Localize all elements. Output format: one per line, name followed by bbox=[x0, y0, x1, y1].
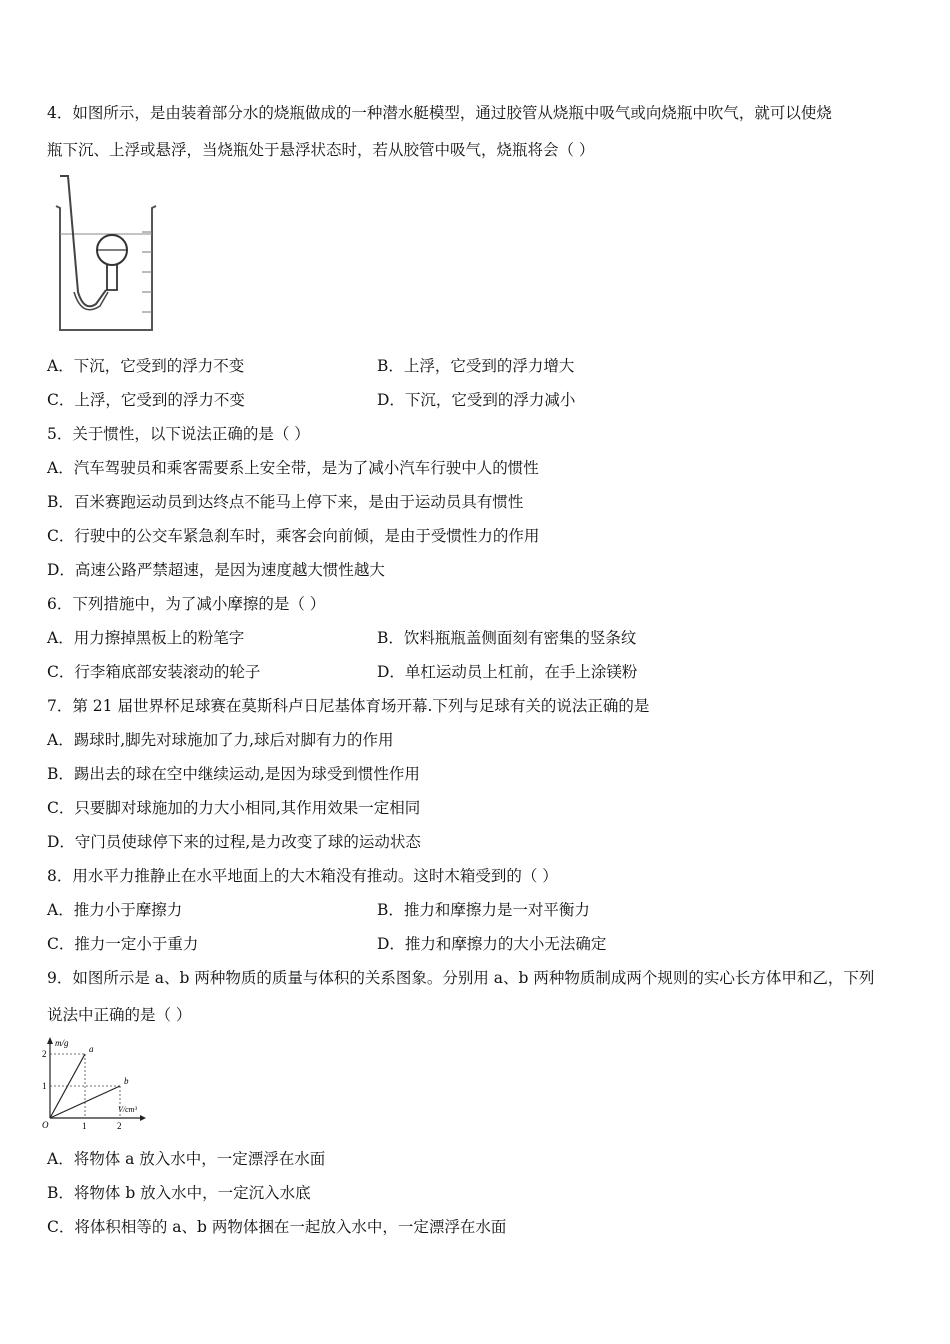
q9-stem-line2: 说法中正确的是（ ） bbox=[47, 1006, 192, 1024]
q6-option-c[interactable]: C．行李箱底部安装滚动的轮子 bbox=[47, 663, 261, 681]
q8-option-a[interactable]: A．推力小于摩擦力 bbox=[47, 901, 183, 919]
q8-option-d[interactable]: D．推力和摩擦力的大小无法确定 bbox=[377, 935, 607, 953]
q8-stem: 8．用水平力推静止在水平地面上的大木箱没有推动。这时木箱受到的（ ） bbox=[47, 867, 558, 885]
q7-stem: 7．第 21 届世界杯足球赛在莫斯科卢日尼基体育场开幕.下列与足球有关的说法正确的是 bbox=[47, 697, 650, 715]
y-axis-arrow bbox=[47, 1037, 53, 1044]
q9-stem-line1: 9．如图所示是 a、b 两种物质的质量与体积的关系图象。分别用 a、b 两种物质制成两个规则的实心长方体甲和乙，下列 bbox=[47, 969, 875, 987]
beaker-graduations bbox=[142, 232, 152, 312]
q6-stem: 6．下列措施中，为了减小摩擦的是（ ） bbox=[47, 595, 326, 613]
q5-stem: 5．关于惯性，以下说法正确的是（ ） bbox=[47, 425, 310, 443]
q7-option-d[interactable]: D．守门员使球停下来的过程,是力改变了球的运动状态 bbox=[47, 833, 421, 851]
q5-option-b[interactable]: B．百米赛跑运动员到达终点不能马上停下来，是由于运动员具有惯性 bbox=[47, 493, 524, 511]
q6-option-a[interactable]: A．用力擦掉黑板上的粉笔字 bbox=[47, 629, 245, 647]
q4-option-b[interactable]: B．上浮，它受到的浮力增大 bbox=[377, 357, 575, 375]
q4-stem-line2: 瓶下沉、上浮或悬浮，当烧瓶处于悬浮状态时，若从胶管中吸气，烧瓶将会（ ） bbox=[47, 141, 595, 159]
q4-option-c[interactable]: C．上浮，它受到的浮力不变 bbox=[47, 391, 245, 409]
q7-option-c[interactable]: C．只要脚对球施加的力大小相同,其作用效果一定相同 bbox=[47, 799, 421, 817]
q5-option-a[interactable]: A．汽车驾驶员和乘客需要系上安全带，是为了减小汽车行驶中人的惯性 bbox=[47, 459, 539, 477]
x-tick-label: 2 bbox=[117, 1121, 122, 1131]
q8-option-b[interactable]: B．推力和摩擦力是一对平衡力 bbox=[377, 901, 590, 919]
q4-stem-line1: 4．如图所示，是由装着部分水的烧瓶做成的一种潜水艇模型，通过胶管从烧瓶中吸气或向烧瓶中吹气，就可以使烧 bbox=[47, 104, 832, 122]
x-tick-label: 1 bbox=[82, 1121, 87, 1131]
beaker bbox=[56, 206, 156, 330]
y-axis-label: m/g bbox=[55, 1038, 69, 1048]
q5-option-c[interactable]: C．行驶中的公交车紧急刹车时，乘客会向前倾，是由于受惯性力的作用 bbox=[47, 527, 540, 545]
mass-volume-graph bbox=[40, 1034, 152, 1132]
q4-option-d[interactable]: D．下沉，它受到的浮力减小 bbox=[377, 391, 576, 409]
series-label-b: b bbox=[124, 1076, 129, 1086]
q9-option-c[interactable]: C．将体积相等的 a、b 两物体捆在一起放入水中，一定漂浮在水面 bbox=[47, 1218, 507, 1236]
y-tick-label: 1 bbox=[42, 1081, 47, 1091]
submarine-model-figure bbox=[52, 172, 162, 334]
series-label-a: a bbox=[89, 1044, 94, 1054]
q4-option-a[interactable]: A．下沉，它受到的浮力不变 bbox=[47, 357, 245, 375]
q9-option-a[interactable]: A．将物体 a 放入水中，一定漂浮在水面 bbox=[47, 1150, 326, 1168]
q6-option-d[interactable]: D．单杠运动员上杠前，在手上涂镁粉 bbox=[377, 663, 638, 681]
x-axis-arrow bbox=[140, 1115, 146, 1121]
q7-option-a[interactable]: A．踢球时,脚先对球施加了力,球后对脚有力的作用 bbox=[47, 731, 394, 749]
q7-option-b[interactable]: B．踢出去的球在空中继续运动,是因为球受到惯性作用 bbox=[47, 765, 420, 783]
y-tick-label: 2 bbox=[42, 1049, 47, 1059]
origin-label: O bbox=[42, 1120, 49, 1130]
q8-option-c[interactable]: C．推力一定小于重力 bbox=[47, 935, 199, 953]
x-axis-label: V/cm³ bbox=[118, 1105, 137, 1114]
graph-tick-labels bbox=[42, 1049, 122, 1131]
q6-option-b[interactable]: B．饮料瓶瓶盖侧面刻有密集的竖条纹 bbox=[377, 629, 637, 647]
q5-option-d[interactable]: D．高速公路严禁超速，是因为速度越大惯性越大 bbox=[47, 561, 385, 579]
flask-neck bbox=[107, 264, 117, 290]
q9-option-b[interactable]: B．将物体 b 放入水中，一定沉入水底 bbox=[47, 1184, 311, 1202]
